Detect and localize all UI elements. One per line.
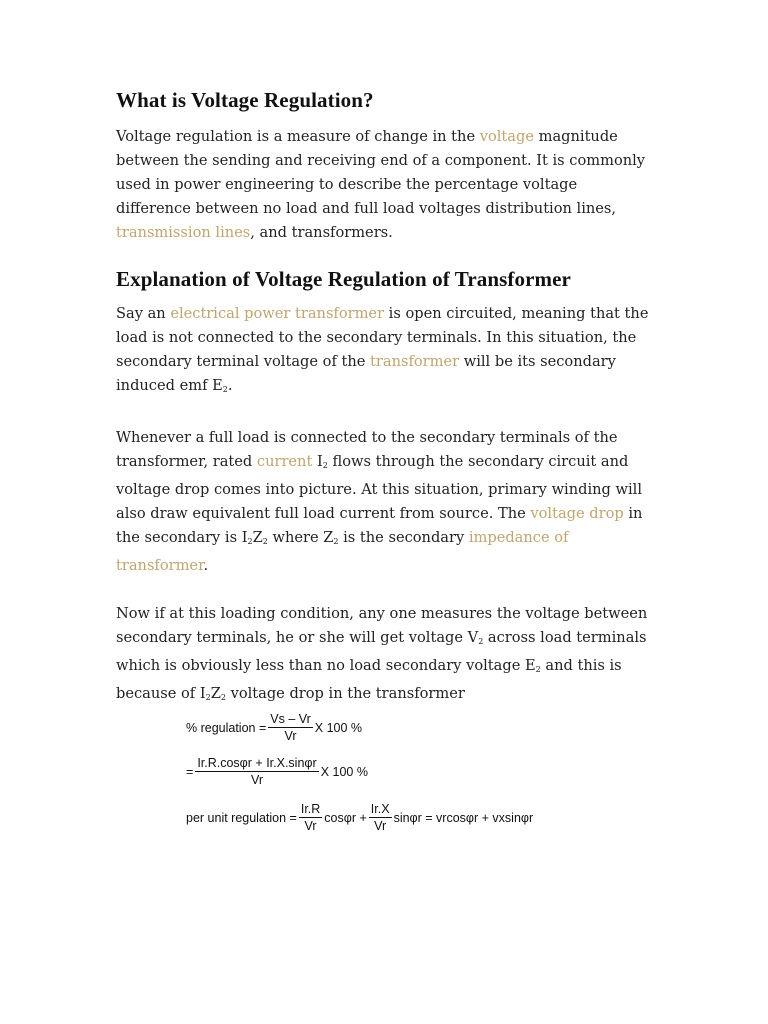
- denominator: Vr: [250, 773, 264, 787]
- subscript: 2: [205, 693, 211, 702]
- text: in the secondary is I: [116, 505, 643, 546]
- subscript: 2: [478, 637, 484, 646]
- fraction: [369, 802, 392, 833]
- formula-tail: X 100 %: [314, 720, 363, 735]
- paragraph-loading-condition: [116, 602, 656, 710]
- text: will be its secondary induced emf E: [116, 353, 616, 394]
- link-voltage[interactable]: voltage: [479, 128, 534, 145]
- link-transformer[interactable]: transformer: [370, 353, 460, 370]
- text: where Z: [267, 529, 334, 546]
- text: is open circuited, meaning that the load is not connected to the secondary terminals. In this situation, the secondary terminal voltage of the: [116, 305, 649, 370]
- numerator: Vs – Vr: [270, 712, 311, 726]
- subscript: 2: [535, 665, 541, 674]
- link-transmission-lines[interactable]: transmission lines: [116, 224, 251, 241]
- equals-sign: =: [186, 764, 194, 779]
- paragraph-definition: [116, 125, 656, 245]
- link-current[interactable]: current: [256, 453, 313, 470]
- text: is the secondary: [338, 529, 469, 546]
- text: Z: [210, 685, 221, 702]
- formula-label: per unit regulation =: [186, 810, 297, 825]
- text: .: [203, 557, 209, 574]
- subscript: 2: [220, 693, 226, 702]
- formula-label: % regulation =: [186, 720, 267, 735]
- heading-voltage-regulation: What is Voltage Regulation?: [116, 88, 374, 112]
- subscript: 2: [247, 537, 253, 546]
- formula-tail: sinφr = vrcosφr + vxsinφr: [393, 810, 534, 825]
- formula-tail: X 100 %: [320, 764, 368, 779]
- text: Voltage regulation is a measure of change in the: [116, 128, 480, 145]
- text: flows through the secondary circuit and voltage drop comes into picture. At this situation, primary winding will also draw equivalent full load current from source. The: [116, 453, 643, 522]
- fraction: [195, 756, 318, 787]
- formula-middle: cosφr +: [324, 810, 367, 825]
- fraction: [299, 802, 322, 833]
- fraction: [268, 712, 313, 743]
- subscript: 2: [222, 385, 228, 394]
- text: voltage drop in the transformer: [225, 685, 465, 702]
- text: , and transformers.: [250, 224, 393, 241]
- regulation-formula: [186, 712, 606, 847]
- link-impedance-of-transformer[interactable]: impedance of transformer: [116, 529, 569, 574]
- denominator: Vr: [304, 819, 317, 833]
- text: Now if at this loading condition, any one measures the voltage between secondary terminals, he or she will get voltage V: [116, 605, 648, 646]
- text: Whenever a full load is connected to the secondary terminals of the transformer, rated: [116, 429, 618, 470]
- text: Say an: [116, 305, 171, 322]
- denominator: Vr: [374, 819, 387, 833]
- numerator: Ir.R: [300, 802, 321, 816]
- text: across load terminals which is obviously less than no load secondary voltage E: [116, 629, 647, 674]
- denominator: Vr: [284, 729, 297, 743]
- subscript: 2: [322, 461, 328, 470]
- article: [116, 88, 656, 710]
- text: magnitude between the sending and receiving end of a component. It is commonly used in power engineering to describe the percentage voltage difference between no load and full load voltages distribution lines,: [116, 128, 646, 217]
- numerator: Ir.R.cosφr + Ir.X.sinφr: [197, 756, 317, 770]
- heading-explanation: Explanation of Voltage Regulation of Transformer: [116, 267, 571, 291]
- text: I: [312, 453, 323, 470]
- numerator: Ir.X: [370, 802, 390, 816]
- formula-line-percent: [186, 712, 362, 743]
- paragraph-open-circuit: [116, 302, 656, 402]
- subscript: 2: [333, 537, 339, 546]
- text: .: [227, 377, 233, 394]
- paragraph-full-load: [116, 426, 656, 578]
- link-voltage-drop[interactable]: voltage drop: [530, 505, 624, 522]
- subscript: 2: [262, 537, 268, 546]
- text: and this is because of I: [116, 657, 622, 702]
- formula-line-expanded: [186, 756, 368, 787]
- text: Z: [252, 529, 263, 546]
- formula-line-per-unit: [186, 802, 533, 833]
- link-electrical-power-transformer[interactable]: electrical power transformer: [170, 305, 385, 322]
